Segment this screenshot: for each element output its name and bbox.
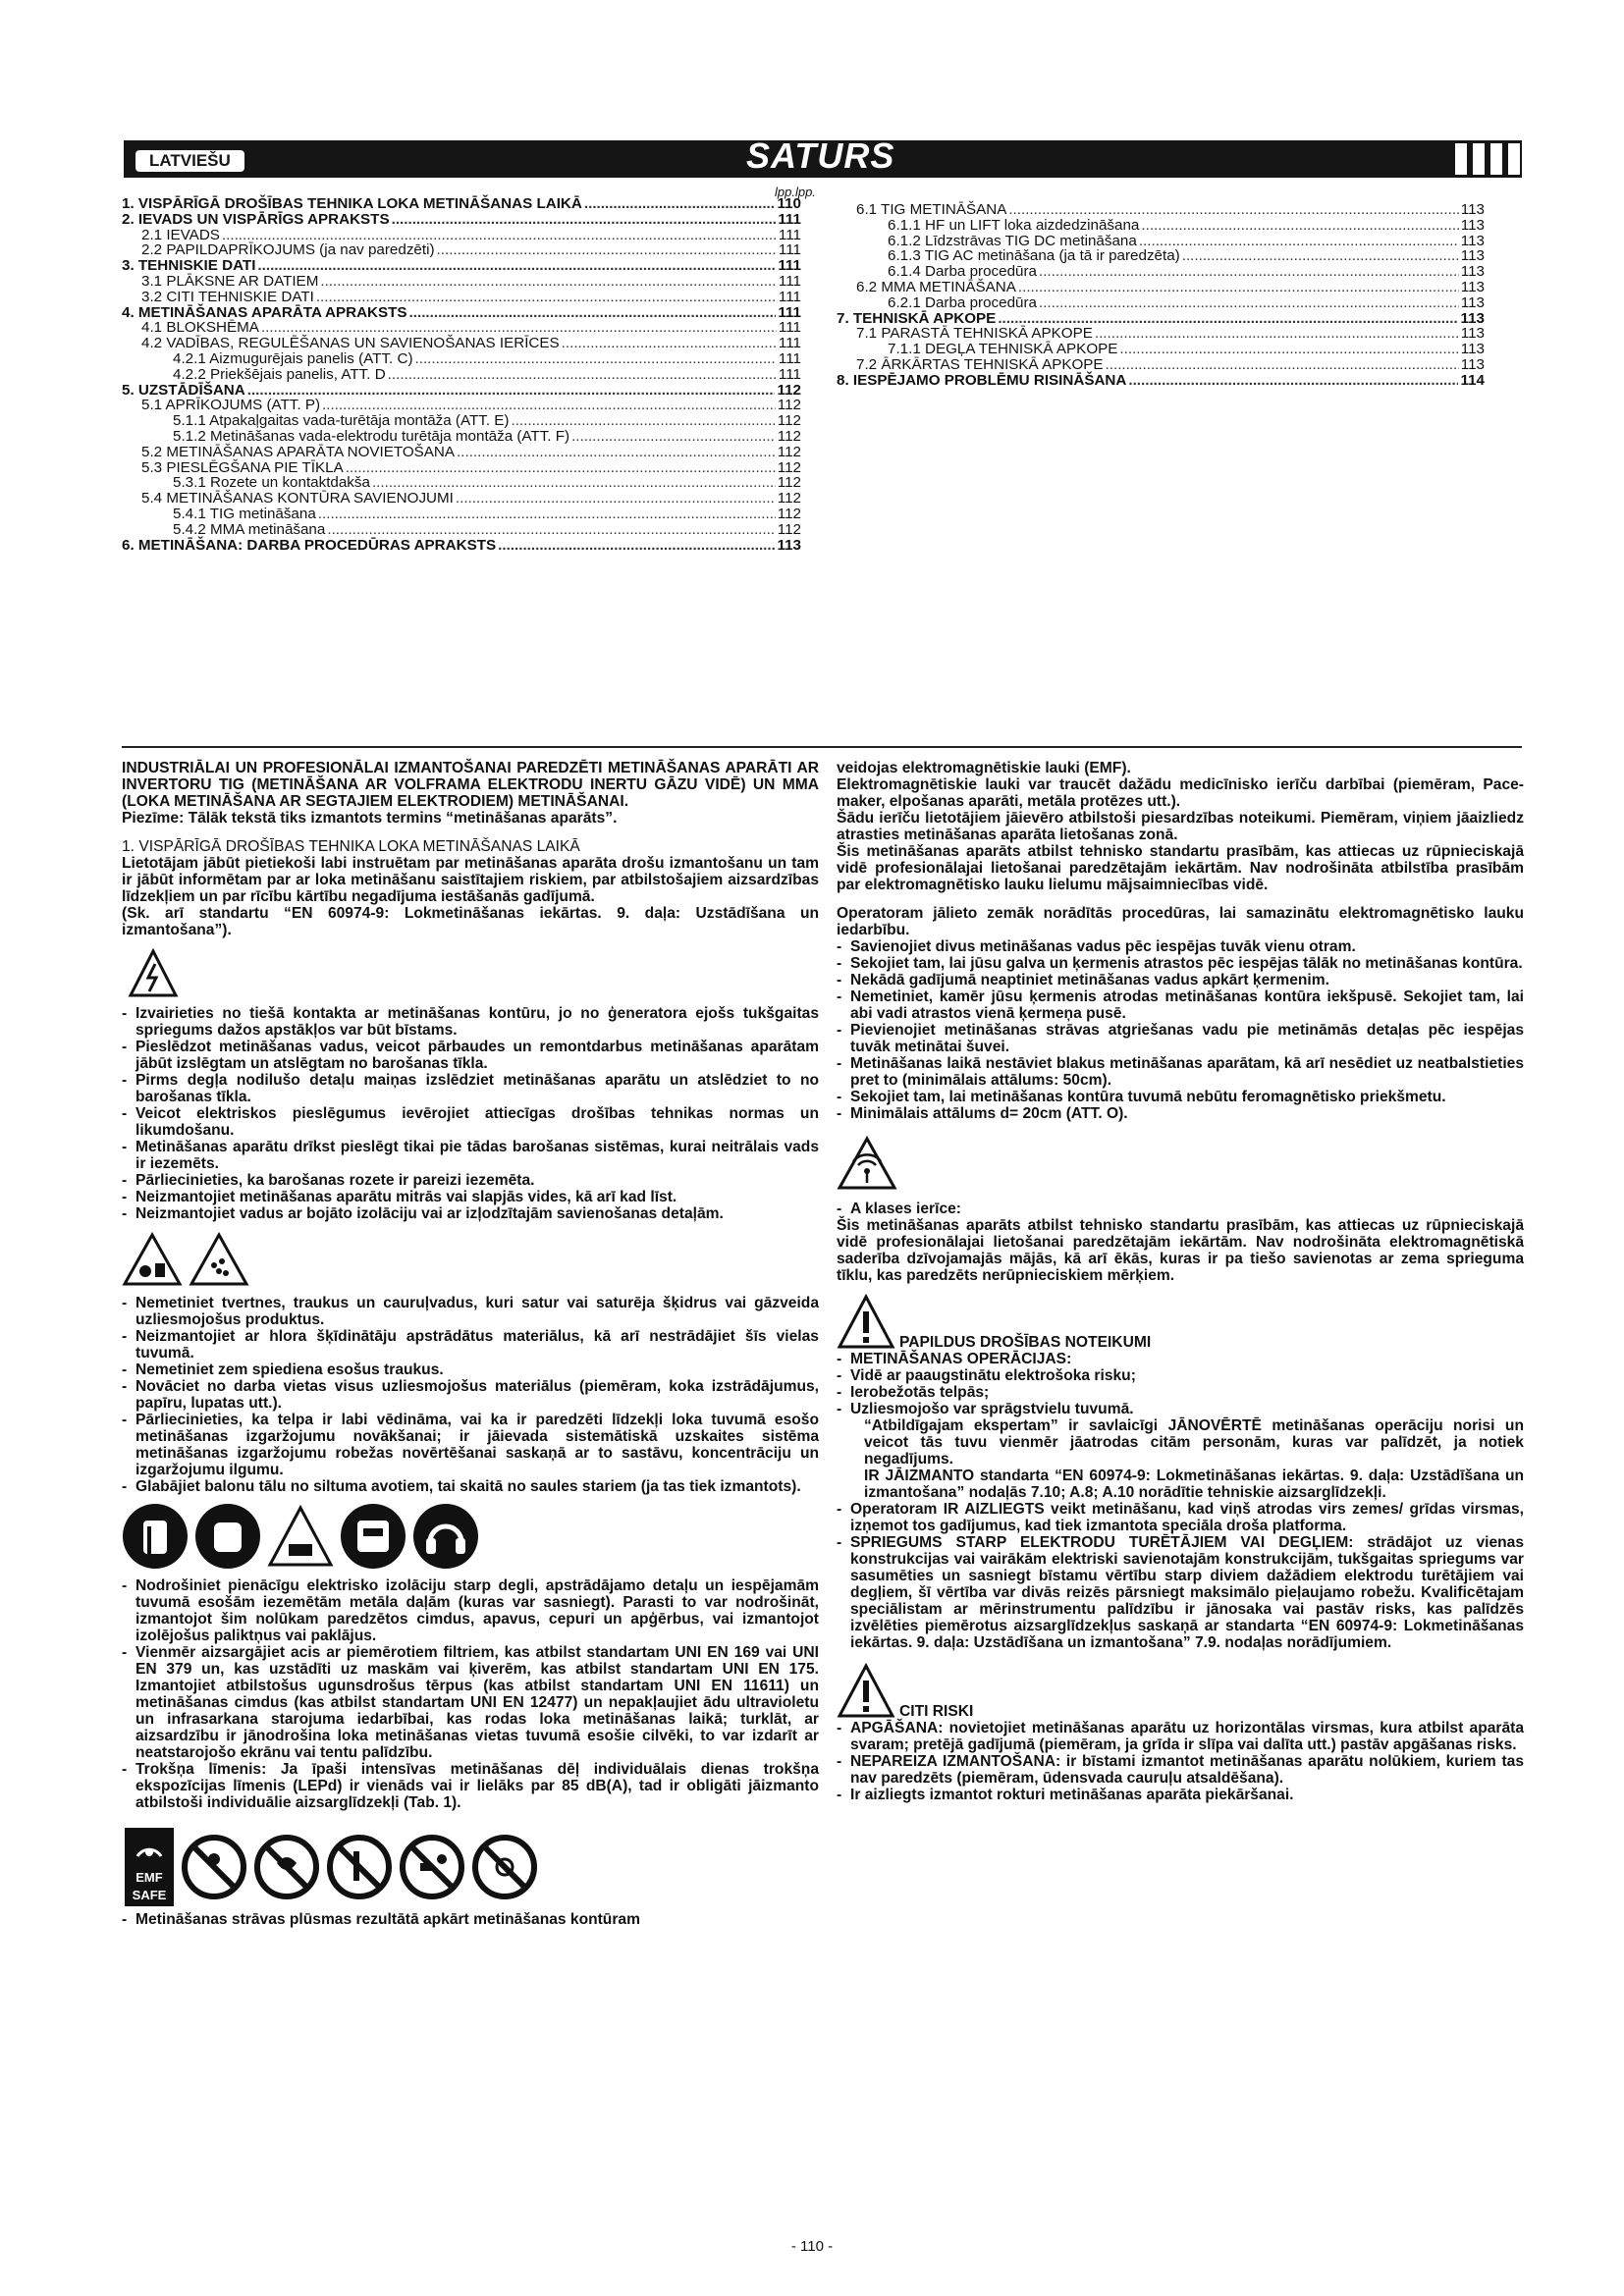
toc-entry-title: 4.2 VADĪBAS, REGULĒŠANAS UN SAVIENOŠANAS IERĪCES (141, 335, 560, 352)
toc-entry (837, 280, 1485, 295)
section-1-reference: (Sk. arī standartu “EN 60974-9: Lokmetināšanas iekārtas. 9. daļa: Uzstādīšana un izmantošana”). (122, 905, 819, 938)
list-item: - Pirms degļa nodilušo detaļu maiņas izslēdziet metināšanas aparātu un atslēdziet to no barošanas tīkla. (122, 1072, 819, 1105)
toc-entry-page: 111 (778, 349, 801, 367)
toc-entry-page: 113 (1460, 294, 1485, 311)
other-risks-title: CITI RISKI (899, 1703, 974, 1720)
list-item: - Uzliesmojošo var sprāgstvielu tuvumā. (837, 1401, 1524, 1417)
emf-p1: veidojas elektromagnētiskie lauki (EMF). (837, 760, 1131, 776)
toc-entry-page: 112 (777, 458, 801, 476)
no-pacemaker-icon (181, 1834, 247, 1900)
toc-entry-title: 8. IESPĒJAMO PROBLĒMU RISINĀŠANA (837, 371, 1127, 389)
toc-leader (1008, 202, 1458, 218)
toc-entry (122, 538, 801, 554)
electric-safety-list (122, 1005, 819, 1222)
toc-entry-page: 112 (777, 490, 801, 507)
toc-entry-page: 111 (778, 319, 801, 337)
toc-entry-title: 3.1 PLĀKSNE AR DATIEM (141, 272, 319, 290)
list-item: - NEPAREIZA IZMANTOŠANA: ir bīstami izmantot metināšanas aparātu nolūkiem, kuriem tas nav paredzēts (piemēram, ūdensvada cauruļu atsaldēšana). (837, 1753, 1524, 1787)
toc-entry-title: 7.1 PARASTĀ TEHNISKĀ APKOPE (856, 325, 1093, 343)
toc-leader (346, 460, 776, 476)
toc-entry (122, 429, 801, 445)
list-item: - Savienojiet divus metināšanas vadus pēc iespējas tuvāk vienu otram. (837, 938, 1524, 955)
list-item: - Sekojiet tam, lai jūsu galva un ķermenis atrastos pēc iespējas tālāk no metināšanas kontūra. (837, 955, 1524, 972)
toc-entry (122, 320, 801, 336)
toc-leader (1039, 295, 1459, 311)
no-metal-objects-icon (399, 1834, 465, 1900)
toc-leader (584, 196, 776, 212)
toc-entry (122, 522, 801, 538)
toc-right (837, 202, 1485, 389)
toc-entry (122, 460, 801, 476)
toc-entry (837, 295, 1485, 311)
operations-intro: - Vidē ar paaugstinātu elektrošoka risku; (837, 1367, 1524, 1384)
toc-entry (122, 212, 801, 228)
toc-leader (1141, 218, 1458, 234)
toc-entry-page: 113 (1460, 232, 1485, 249)
emf-procedure-list (837, 938, 1524, 1122)
toc-entry (122, 274, 801, 290)
non-ionizing-radiation-icon (837, 1136, 897, 1191)
toc-entry (122, 445, 801, 460)
toc-entry-title: 6.2.1 Darba procedūra (888, 294, 1037, 311)
left-column (122, 760, 819, 1928)
toc-leader (316, 290, 777, 305)
toc-entry-title: 3. TEHNISKIE DATI (122, 257, 256, 275)
divider (122, 746, 1522, 748)
toc-leader (320, 274, 777, 290)
toc-leader (498, 538, 775, 554)
other-risks-list (837, 1720, 1524, 1803)
toc-entry (837, 357, 1485, 373)
toc-entry-page: 113 (777, 536, 801, 554)
toc-entry-page: 111 (778, 303, 801, 321)
list-item: - Nemetiniet zem spiediena esošus traukus. (122, 1362, 819, 1378)
toc-entry-title: 5.1.2 Metināšanas vada-elektrodu turētāja montāža (ATT. F) (173, 427, 570, 445)
list-item: - Minimālais attālums d= 20cm (ATT. O). (837, 1105, 1524, 1122)
no-watch-icon (471, 1834, 538, 1900)
toc-entry-title: 7.1.1 DEGĻA TEHNISKĀ APKOPE (888, 341, 1118, 358)
list-item: - Pārliecinieties, ka telpa ir labi vēdināma, vai ka ir paredzēti līdzekļi loka tuvumā esošo metināšanas izgaržojumu novākšanai; ir jāievada sistemātiskā uzskaites sistēma metināšanas izgaržojumu robežas novērtēšanai saskaņā ar to sastāvu, koncentrāciju un izgaržojumu ilgumu. (122, 1412, 819, 1478)
toc-entry (837, 311, 1485, 327)
toc-entry-page: 113 (1460, 355, 1485, 373)
toc-entry (122, 398, 801, 413)
toc-leader (327, 522, 775, 538)
toc-entry-page: 111 (778, 226, 801, 243)
list-item: - Ir aizliegts izmantot rokturi metināšanas aparāta piekāršanai. (837, 1787, 1524, 1803)
toc-entry (122, 336, 801, 351)
toc-entry (122, 507, 801, 522)
toc-entry-page: 112 (777, 443, 801, 460)
toc-entry-page: 113 (1460, 216, 1485, 234)
toc-entry (122, 383, 801, 399)
toc-leader (511, 413, 775, 429)
toc-entry-page: 111 (778, 241, 801, 259)
toc-left (122, 196, 801, 553)
toc-entry (122, 258, 801, 274)
toc-entry (122, 242, 801, 258)
class-a-paragraph: Šis metināšanas aparāts atbilst tehnisko standartu prasībām, kas attiecas uz rūpnieciskajā vidē profesionālajai lietošanai paredzētajām iekārtām. Nav nodrošināta elektromagnētiskā saderība dzīvojamajās mājās, kā arī ēkās, kuras ir pa tiešo savienotas ar zema sprieguma tīklu, kas paredzēts nerūpnieciskiem mērķiem. (837, 1217, 1524, 1284)
list-item: - Izvairieties no tiešā kontakta ar metināšanas kontūru, jo no ģeneratora ejošs tukšgaitas spriegums dažos apstākļos var būt bīstams. (122, 1005, 819, 1039)
fire-safety-list (122, 1295, 819, 1495)
list-item: - Operatoram IR AIZLIEGTS veikt metināšanu, kad viņš atrodas virs zemes/ grīdas virsmas, izņemot tos gadījumus, kad tiek izmantota speciāla droša platforma. (837, 1501, 1524, 1534)
no-medical-device-icon (253, 1834, 320, 1900)
toc-entry (122, 367, 801, 383)
toc-entry-title: 5.1 APRĪKOJUMS (ATT. P) (141, 397, 321, 414)
protective-clothing-icon (122, 1503, 189, 1570)
toc-entry (837, 342, 1485, 357)
toc-entry (837, 264, 1485, 280)
list-item: - Nekādā gadījumā neaptiniet metināšanas vadus apkārt ķermenim. (837, 972, 1524, 988)
list-item: - Novāciet no darba vietas visus uzliesmojošus materiālus (piemēram, koka izstrādājumus, papīru, lupatas utt.). (122, 1378, 819, 1412)
toc-entry-page: 112 (777, 474, 801, 492)
list-item: - Pievienojiet metināšanas strāvas atgriešanas vadu pie metināmās detaļas pēc iespējas tuvāk metinātai šuvei. (837, 1022, 1524, 1055)
toc-entry-title: 7. TEHNISKĀ APKOPE (837, 309, 997, 327)
toc-leader (457, 445, 776, 460)
page-title: SATURS (746, 135, 895, 176)
emf-badge-top: EMF (135, 1870, 163, 1885)
toc-entry-title: 2. IEVADS UN VISPĀRĪGS APRAKSTS (122, 210, 390, 228)
list-item: - SPRIEGUMS STARP ELEKTRODU TURĒTĀJIEM VAI DEGĻIEM: strādājot uz vienas konstrukcijas vai vairākām elektriski savienotajām konstrukcijām, tukšgaitas spriegums var sasumēties un sasniegt bīstamu vērtību starp diviem dažādiem elektrodu turētājiem vai degļiem, šī vērtība var divās reizēs pārsniegt maksimālo pieļaujamo robežu. Kvalificētajam speciālistam ar mērinstrumentu palīdzību ir jānosaka vai pastāv risks, kas palīdzēs izvēlēties piemērotus aizsarglīdzekļus saskaņā ar standarta “EN 60974-9: Lokmetināšanas iekārtas. 9. daļa: Uzstādīšana un izmantošana” 7.9. nodaļas norādījumiem. (837, 1534, 1524, 1651)
list-item: - Sekojiet tam, lai metināšanas kontūra tuvumā nebūtu feromagnētisko priekšmetu. (837, 1089, 1524, 1105)
emf-safe-badge-icon (124, 1827, 175, 1907)
toc-entry-title: 4.1 BLOKSHĒMA (141, 319, 259, 337)
toc-entry (122, 475, 801, 491)
toc-entry-page: 113 (1460, 325, 1485, 343)
toc-entry-title: 5.3.1 Rozete un kontaktdakša (173, 474, 370, 492)
list-item: - Veicot elektriskos pieslēgumus ievērojiet attiecīgas drošības tehnikas normas un likumdošanu. (122, 1105, 819, 1139)
list-item: - Neizmantojiet metināšanas aparātu mitrās vai slapjās vides, kā arī kad līst. (122, 1189, 819, 1205)
face-shield-icon (340, 1503, 406, 1570)
toc-leader (409, 305, 777, 321)
toc-entry-title: 3.2 CITI TEHNISKIE DATI (141, 288, 314, 305)
toc-entry (122, 228, 801, 243)
protective-gloves-icon (194, 1503, 261, 1570)
right-column (837, 760, 1524, 1803)
list-item: - Vienmēr aizsargājiet acis ar piemērotiem filtriem, kas atbilst standartam UNI EN 169 vai UNI EN 379 un, kas uzstādīti uz maskām vai ķiverēm, kas atbilst standartam UNI EN 175. Izmantojiet atbilstošus ugunsdrošus tērpus (kas atbilst standartam UNI EN 11611) un metināšanas cimdus (kas atbilst standartam UNI EN 12477) un nepakļaujiet ādu ultravioletu un infrasarkana starojuma iedarbībai, kas rodas loka metināšanas laikā; turklāt, ar aizsardzību ir jānodrošina loka metināšanas vietas tuvumā esošie cilvēki, to var izdarīt ar neatstarojošo ekrānu vai tentu palīdzību. (122, 1644, 819, 1761)
toc-leader (372, 475, 776, 491)
list-item: - Nemetiniet, kamēr jūsu ķermenis atrodas metināšanas kontūra iekšpusē. Sekojiet tam, lai abi vadi atrastos vienā ķermeņa pusē. (837, 988, 1524, 1022)
list-item: - Trokšņa līmenis: Ja īpaši intensīvas metināšanas dēļ individuālais dienas trokšņa ekspozīcijas līmenis (LEPd) ir vienāds vai ir lielāks par 85 dB(A), tad ir obligāti jāizmanto atbilstoši individuālie aizsarglīdzekļi (Tab. 1). (122, 1761, 819, 1811)
list-item: - Neizmantojiet vadus ar bojāto izolāciju vai ar izļodzītajām savienošanas detaļām. (122, 1205, 819, 1222)
list-item: - Neizmantojiet ar hlora šķīdinātāju apstrādātus materiālus, kā arī nestrādājiet šīs vielas tuvumā. (122, 1328, 819, 1362)
emf-p5: Operatoram jālieto zemāk norādītās procedūras, lai samazinātu elektromagnētisko lauku iedarbību. (837, 905, 1524, 938)
ear-protection-icon (412, 1503, 479, 1570)
list-item: - Glabājiet balonu tālu no siltuma avotiem, tai skaitā no saules stariem (ja tas tiek izmantots). (122, 1478, 819, 1495)
list-item: - Ierobežotās telpās; (837, 1384, 1524, 1401)
protection-list (122, 1577, 819, 1811)
list-item: - Nemetiniet tvertnes, traukus un cauruļvadus, kuri satur vai saturēja šķidrus vai gāzveida uzliesmojošus produktus. (122, 1295, 819, 1328)
fire-explosion-warning-icon (122, 1232, 183, 1287)
toc-entry (122, 290, 801, 305)
toc-entry-page: 112 (777, 381, 801, 399)
toc-entry-page: 111 (778, 365, 801, 383)
toc-leader (415, 351, 777, 367)
toc-leader (261, 320, 777, 336)
toc-entry-page: 111 (778, 257, 801, 275)
toc-leader (1139, 234, 1459, 249)
toxic-fumes-warning-icon (189, 1232, 249, 1287)
toc-entry (837, 326, 1485, 342)
operations-items (837, 1384, 1524, 1417)
toc-entry-title: 5.4.2 MMA metināšana (173, 520, 326, 538)
toc-entry-title: 2.1 IEVADS (141, 226, 220, 243)
section-1-paragraph: Lietotājam jābūt pietiekoši labi instruētam par metināšanas aparāta drošu izmantošanu un tam ir jābūt informētam par ar loka metināšanu saistītajiem riskiem, par atbilstošajiem aizsardzības līdzekļiem un par rīcību kārtību negadījuma iestāšanās gadījumā. (122, 855, 819, 905)
emf-p4: Šis metināšanas aparāts atbilst tehnisko standartu prasībām, kas attiecas uz rūpnieciskajā vidē profesionālajai lietošanai paredzētajām iekārtām. Nav nodrošināta atbilstība prasībām par elektromagnētisko lauku lielumu mājsaimniecības vidē. (837, 843, 1524, 893)
toc-entry-page: 112 (777, 520, 801, 538)
toc-entry-title: 4. METINĀŠANAS APARĀTA APRAKSTS (122, 303, 407, 321)
toc-leader (571, 429, 776, 445)
toc-leader (318, 507, 776, 522)
toc-entry-title: 6.1.2 Līdzstrāvas TIG DC metināšana (888, 232, 1137, 249)
toc-entry-title: 6. METINĀŠANA: DARBA PROCEDŪRAS APRAKSTS (122, 536, 497, 554)
toc-leader (1095, 326, 1459, 342)
no-metal-implant-icon (326, 1834, 393, 1900)
toc-entry (122, 491, 801, 507)
toc-leader (322, 398, 776, 413)
toc-entry-title: 5.3 PIESLĒGŠANA PIE TĪKLA (141, 458, 344, 476)
list-item: - Metināšanas laikā nestāviet blakus metināšanas aparātam, kā arī nesēdiet uz neatbalstieties pret to (minimālais attālums: 50cm). (837, 1055, 1524, 1089)
extra-safety-title: PAPILDUS DROŠĪBAS NOTEIKUMI (899, 1334, 1152, 1351)
toc-entry-page: 113 (1460, 309, 1485, 327)
toc-entry-title: 5.1.1 Atpakaļgaitas vada-turētāja montāža (ATT. E) (173, 412, 510, 430)
toc-entry (837, 234, 1485, 249)
operations-list (837, 1501, 1524, 1651)
toc-leader (562, 336, 777, 351)
caution-icon (837, 1294, 895, 1351)
toc-entry-title: 6.1.3 TIG AC metināšana (ja tā ir paredzēta) (888, 247, 1180, 265)
toc-entry-title: 5.2 METINĀŠANAS APARĀTA NOVIETOŠANA (141, 443, 456, 460)
toc-entry-title: 5.4 METINĀŠANAS KONTŪRA SAVIENOJUMI (141, 490, 454, 507)
burn-hazard-icon (267, 1505, 334, 1568)
toc-entry-title: 6.1.4 Darba procedūra (888, 263, 1037, 281)
list-item: - Pieslēdzot metināšanas vadus, veicot pārbaudes un remontdarbus metināšanas aparātam jābūt izslēgtam un atslēgtam no barošanas tīkla. (122, 1039, 819, 1072)
electric-shock-warning-icon (128, 948, 179, 999)
toc-entry-title: 2.2 PAPILDAPRĪKOJUMS (ja nav paredzēti) (141, 241, 435, 259)
toc-leader (1106, 357, 1459, 373)
emf-badge-bottom: SAFE (132, 1888, 167, 1902)
section-1-title: 1. VISPĀRĪGĀ DROŠĪBAS TEHNIKA LOKA METINĀŠANAS LAIKĀ (122, 838, 580, 855)
toc-entry-page: 113 (1460, 201, 1485, 218)
toc-leader (998, 311, 1458, 327)
toc-entry (837, 218, 1485, 234)
toc-leader (1128, 373, 1458, 389)
toc-leader (1039, 264, 1459, 280)
toc-entry-page: 112 (777, 505, 801, 522)
list-item: - Metināšanas aparātu drīkst pieslēgt tikai pie tādas barošanas sistēmas, kurai neitrālais vads ir iezemēts. (122, 1139, 819, 1172)
toc-entry-title: 6.1 TIG METINĀŠANA (856, 201, 1007, 218)
toc-entry-page: 110 (777, 195, 801, 212)
emf-p2: Elektromagnētiskie lauki var traucēt dažādu medicīnisko ierīču darbībai (piemēram, Pace-maker, elpošanas aparāti, metāla protēzes utt.). (837, 776, 1524, 810)
toc-leader (1182, 248, 1459, 264)
operations-title: - METINĀŠANAS OPERĀCIJAS: (837, 1351, 1524, 1367)
note-text: Piezīme: Tālāk tekstā tiks izmantots termins “metināšanas aparāts”. (122, 810, 618, 827)
toc-entry-title: 5. UZSTĀDĪŠANA (122, 381, 245, 399)
caution-icon-2 (837, 1663, 895, 1720)
toc-entry-title: 4.2.1 Aizmugurējais panelis (ATT. C) (173, 349, 413, 367)
list-item: - APGĀŠANA: novietojiet metināšanas aparātu uz horizontālas virsmas, kura atbilst aparāta svaram; pretējā gadījumā (piemēram, ja grīda ir slīpa vai dalīta utt.) pastāv apgāšanas risks. (837, 1720, 1524, 1753)
class-a-title: - A klases ierīce: (837, 1201, 1524, 1217)
toc-entry-page: 111 (778, 288, 801, 305)
toc-entry-page: 111 (778, 210, 801, 228)
list-item: - Nodrošiniet pienācīgu elektrisko izolāciju starp degli, apstrādājamo detaļu un iespējamām tuvumā esošām iezemētām metāla daļām (kuras var sasniegt). Parasti to var nodrošināt, izmantojot šim nolūkam paredzētos cimdus, apavus, cepuri un apģērbus, vai izmantojot izolējošus paliktņus vai paklājus. (122, 1577, 819, 1644)
toc-entry (837, 202, 1485, 218)
toc-entry (837, 248, 1485, 264)
toc-entry-page: 113 (1460, 263, 1485, 281)
intro-text: INDUSTRIĀLAI UN PROFESIONĀLAI IZMANTOŠANAI PAREDZĒTI METINĀŠANAS APARĀTI AR INVERTORU TIG (METINĀŠANA AR VOLFRAMA ELEKTRODU INERTU GĀZU VIDĒ) UN MMA (LOKA METINĀŠANA AR SEGTAJIEM ELEKTRODIEM) METINĀŠANAI. (122, 760, 819, 810)
operations-p2: IR JĀIZMANTO standarta “EN 60974-9: Lokmetināšanas iekārtas. 9. daļa: Uzstādīšana un izmantošana” nodaļās 7.10; A.8; A.10 norādītie tehniskie aizsarglīdzekļi. (864, 1468, 1524, 1501)
toc-leader (388, 367, 777, 383)
toc-entry-page: 113 (1460, 278, 1485, 295)
list-item: - Pārliecinieties, ka barošanas rozete ir pareizi iezemēta. (122, 1172, 819, 1189)
toc-entry-page: 112 (777, 397, 801, 414)
toc-entry-title: 6.1.1 HF un LIFT loka aizdedzināšana (888, 216, 1140, 234)
toc-entry (122, 413, 801, 429)
toc-entry (122, 196, 801, 212)
toc-leader (257, 258, 776, 274)
toc-leader (1018, 280, 1459, 295)
toc-leader (247, 383, 776, 399)
toc-entry-title: 1. VISPĀRĪGĀ DROŠĪBAS TEHNIKA LOKA METINĀŠANAS LAIKĀ (122, 195, 582, 212)
toc-entry-page: 113 (1460, 247, 1485, 265)
toc-entry-page: 114 (1460, 371, 1485, 389)
toc-entry-title: 5.4.1 TIG metināšana (173, 505, 316, 522)
toc-entry (837, 373, 1485, 389)
toc-entry-page: 111 (778, 272, 801, 290)
toc-entry-page: 112 (777, 412, 801, 430)
toc-leader (1119, 342, 1458, 357)
header-blocks (1455, 143, 1520, 175)
language-label: LATVIEŠU (134, 148, 246, 174)
toc-entry (122, 351, 801, 367)
toc-entry-title: 7.2 ĀRKĀRTAS TEHNISKĀ APKOPE (856, 355, 1104, 373)
page-number: - 110 - (790, 2238, 834, 2255)
toc-entry (122, 305, 801, 321)
toc-leader (392, 212, 777, 228)
emf-p3: Šādu ierīču lietotājiem jāievēro atbilstoši piesardzības noteikumi. Piemēram, viņiem jāaizliedz atrasties metināšanas aparāta lietošanas zonā. (837, 810, 1524, 843)
page-column-label: lpp.lpp. (775, 185, 816, 199)
toc-leader (456, 491, 776, 507)
toc-leader (437, 242, 777, 258)
emf-line: - Metināšanas strāvas plūsmas rezultātā apkārt metināšanas kontūram (122, 1911, 819, 1928)
operations-p1: “Atbildīgajam ekspertam” ir savlaicīgi JĀNOVĒRTĒ metināšanas operāciju norisi un veicot tās tuvu vienmēr jāatrodas citām personām, kuras var palīdzēt, ja notiek negadījums. (864, 1417, 1524, 1468)
toc-entry-page: 111 (778, 335, 801, 352)
toc-entry-page: 112 (777, 427, 801, 445)
toc-leader (222, 228, 777, 243)
toc-entry-page: 113 (1460, 341, 1485, 358)
toc-entry-title: 6.2 MMA METINĀŠANA (856, 278, 1016, 295)
toc-entry-title: 4.2.2 Priekšējais panelis, ATT. D (173, 365, 386, 383)
